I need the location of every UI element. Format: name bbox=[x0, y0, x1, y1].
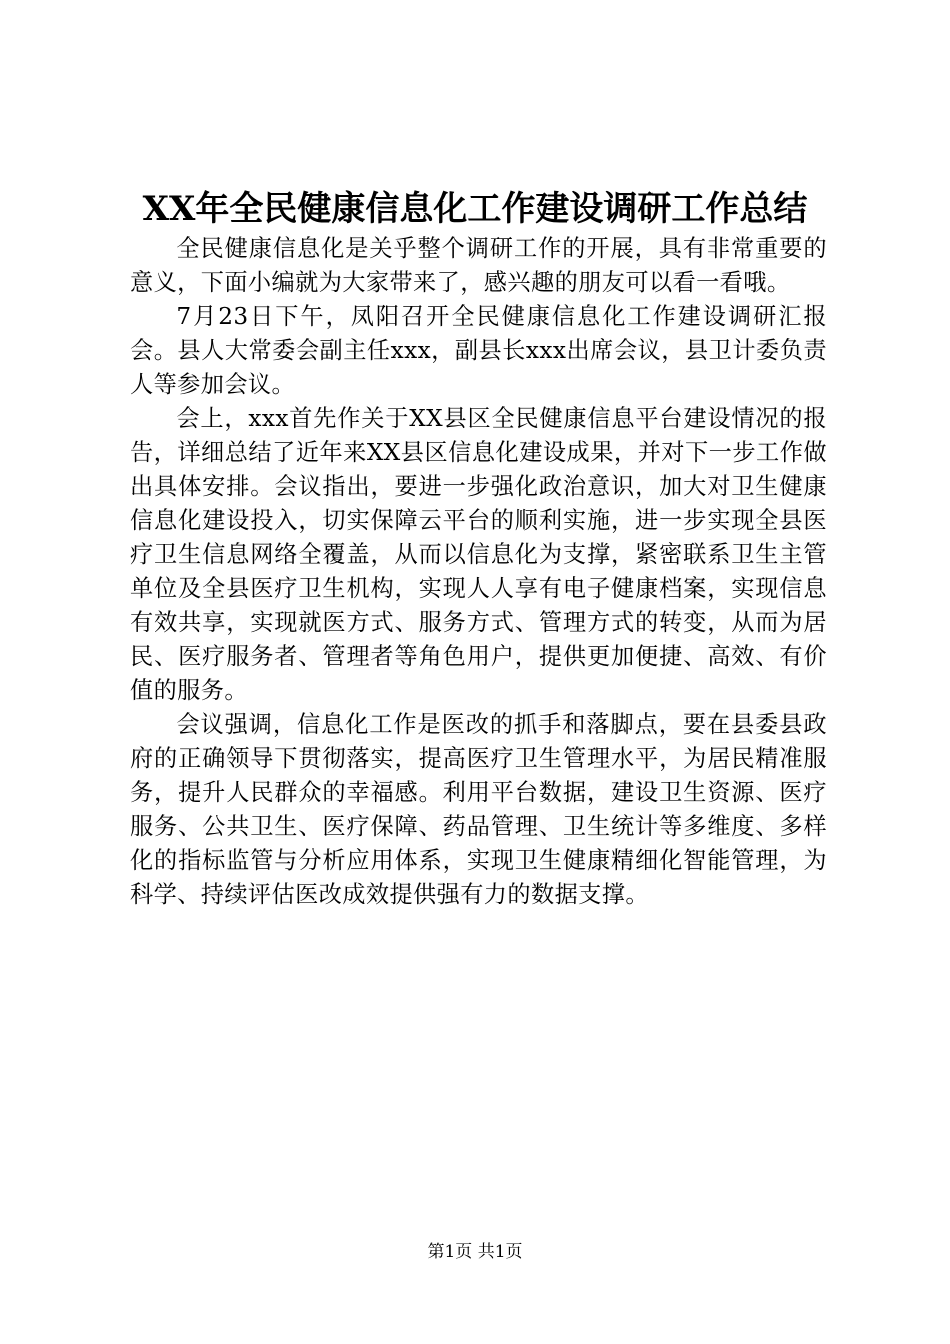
paragraph-report: 会上，xxx首先作关于XX县区全民健康信息平台建设情况的报告，详细总结了近年来XX县区信息化建设成果，并对下一步工作做出具体安排。会议指出，要进一步强化政治意识，加大对卫生健康信息化建设投入，切实保障云平台的顺利实施，进一步实现全县医疗卫生信息网络全覆盖，从而以信息化为支撑，紧密联系卫生主管单位及全县医疗卫生机构，实现人人享有电子健康档案，实现信息有效共享，实现就医方式、服务方式、管理方式的转变，从而为居民、医疗服务者、管理者等角色用户，提供更加便捷、高效、有价值的服务。 bbox=[130, 405, 827, 704]
page-number-footer: 第1页 共1页 bbox=[427, 1242, 523, 1262]
document-title: XX年全民健康信息化工作建设调研工作总结 bbox=[142, 189, 808, 229]
paragraph-meeting: 7月23日下午，凤阳召开全民健康信息化工作建设调研汇报会。县人大常委会副主任xxx，副县长xxx出席会议，县卫计委负责人等参加会议。 bbox=[130, 303, 827, 398]
document-body bbox=[130, 232, 827, 912]
paragraph-intro: 全民健康信息化是关乎整个调研工作的开展，具有非常重要的意义，下面小编就为大家带来了，感兴趣的朋友可以看一看哦。 bbox=[130, 235, 827, 296]
paragraph-emphasis: 会议强调，信息化工作是医改的抓手和落脚点，要在县委县政府的正确领导下贯彻落实，提高医疗卫生管理水平，为居民精准服务，提升人民群众的幸福感。利用平台数据，建设卫生资源、医疗服务、公共卫生、医疗保障、药品管理、卫生统计等多维度、多样化的指标监管与分析应用体系，实现卫生健康精细化智能管理，为科学、持续评估医改成效提供强有力的数据支撑。 bbox=[130, 711, 827, 908]
